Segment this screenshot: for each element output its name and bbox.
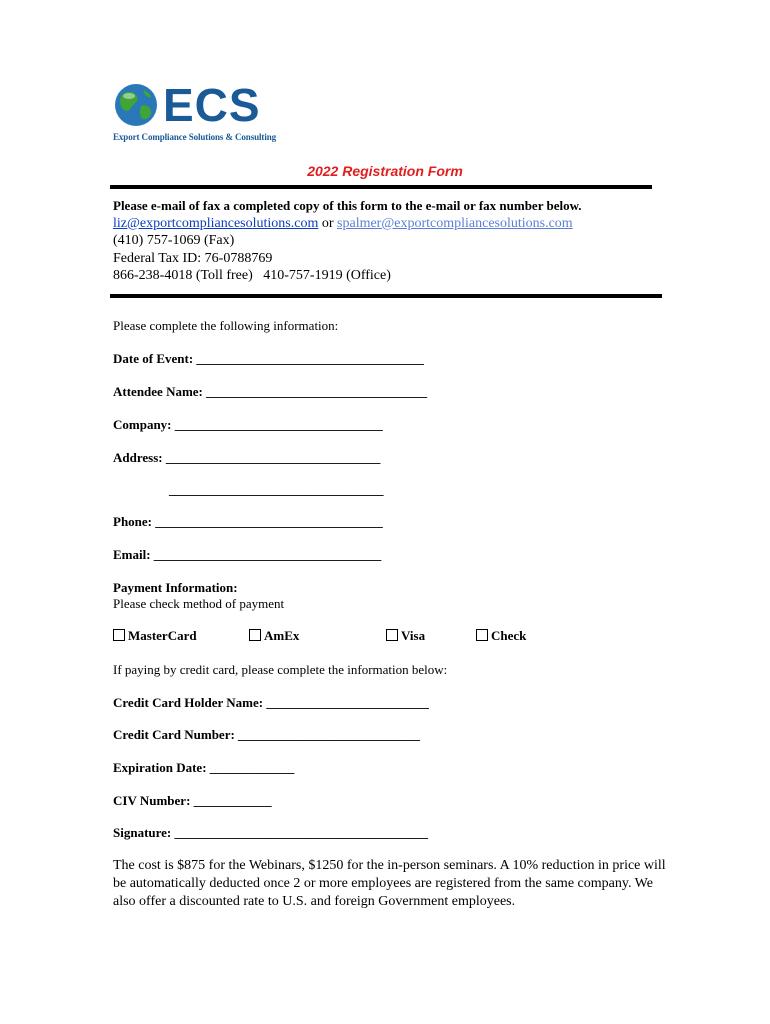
checkbox-icon (249, 629, 261, 641)
company-logo (113, 79, 277, 148)
form-intro: Please complete the following information: (113, 318, 339, 333)
bottom-divider (110, 294, 662, 298)
form-title: 2022 Registration Form (307, 163, 463, 179)
phone-field[interactable]: Phone: ___________________________________ (113, 514, 383, 529)
company-field[interactable]: Company: ________________________________ (113, 417, 383, 432)
checkbox-check[interactable]: Check (476, 628, 526, 644)
signature-field[interactable]: Signature: _______________________________________ (113, 825, 429, 840)
logo-tagline: Export Compliance Solutions & Consulting (113, 132, 277, 142)
checkbox-icon (113, 629, 125, 641)
email-line (113, 215, 673, 233)
civ-number-field[interactable]: CIV Number: ____________ (113, 793, 272, 808)
checkbox-icon (386, 629, 398, 641)
attendee-name-field[interactable]: Attendee Name: __________________________________ (113, 384, 428, 399)
address-line2-field[interactable]: _________________________________ (169, 482, 384, 497)
email-separator: or (321, 215, 334, 231)
credit-card-intro: If paying by credit card, please complete the information below: (113, 662, 448, 677)
email-link-liz[interactable]: liz@exportcompliancesolutions.com (113, 215, 319, 231)
cost-note: The cost is $875 for the Webinars, $1250 for the in-person seminars. A 10% reduction in price will be automatically deducted once 2 or more employees are registered from the same company. We also offer a discounted rate to U.S. and foreign Government employees. (113, 858, 666, 909)
email-link-spalmer[interactable]: spalmer@exportcompliancesolutions.com (337, 215, 573, 231)
checkbox-amex[interactable]: AmEx (249, 628, 299, 644)
contact-block (113, 197, 673, 285)
globe-icon (113, 82, 159, 128)
date-of-event-field[interactable]: Date of Event: ___________________________________ (113, 351, 424, 366)
address-field[interactable]: Address: _________________________________ (113, 450, 381, 465)
federal-tax-id: Federal Tax ID: 76-0788769 (113, 250, 273, 266)
fax-number: (410) 757-1069 (Fax) (113, 233, 235, 248)
payment-heading: Payment Information: (113, 580, 238, 595)
contact-instructions: Please e-mail of fax a completed copy of this form to the e-mail or fax number below. (113, 198, 582, 213)
payment-subheading: Please check method of payment (113, 596, 285, 611)
checkbox-icon (476, 629, 488, 641)
email-field[interactable]: Email: ___________________________________ (113, 547, 382, 562)
card-number-field[interactable]: Credit Card Number: ____________________________ (113, 727, 421, 742)
expiration-date-field[interactable]: Expiration Date: _____________ (113, 760, 295, 775)
top-divider (110, 185, 652, 189)
logo-wordmark: ECS (163, 79, 261, 131)
card-holder-field[interactable]: Credit Card Holder Name: _________________________ (113, 695, 429, 710)
payment-methods (113, 628, 673, 646)
checkbox-mastercard[interactable]: MasterCard (113, 628, 197, 644)
checkbox-visa[interactable]: Visa (386, 628, 425, 644)
phone-numbers: 866-238-4018 (Toll free) 410-757-1919 (Office) (113, 268, 391, 283)
